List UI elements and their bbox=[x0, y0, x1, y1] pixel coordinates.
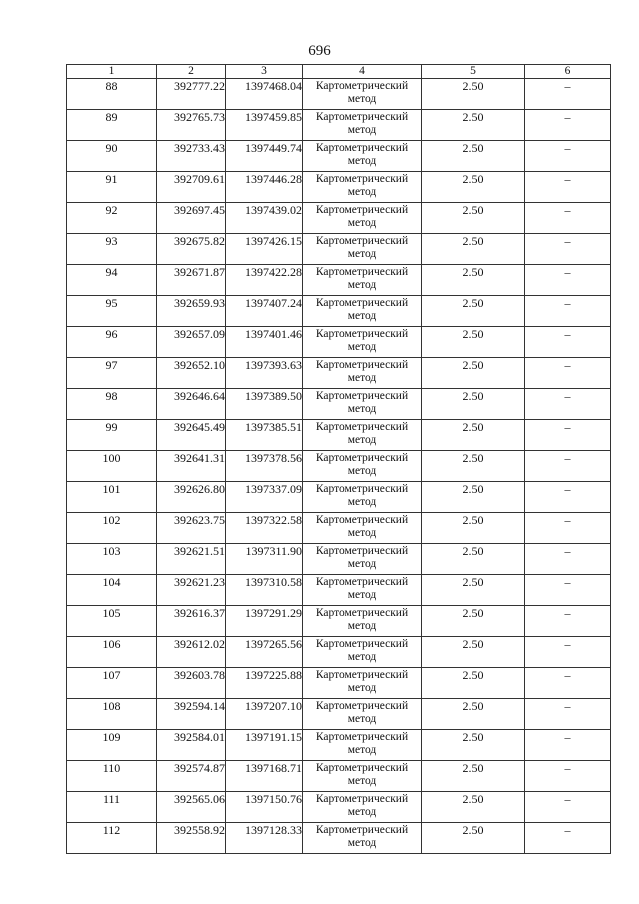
y-coordinate-cell: 1397378.56 bbox=[226, 451, 303, 482]
extra-cell: – bbox=[525, 234, 611, 265]
precision-cell: 2.50 bbox=[422, 761, 525, 792]
method-line-1: Картометрический bbox=[315, 793, 409, 805]
y-coordinate-cell: 1397337.09 bbox=[226, 482, 303, 513]
method-cell bbox=[303, 141, 422, 172]
header-row bbox=[67, 65, 611, 79]
method-line-2: метод bbox=[347, 155, 377, 167]
table-row bbox=[67, 637, 611, 668]
precision-cell: 2.50 bbox=[422, 451, 525, 482]
precision-cell: 2.50 bbox=[422, 296, 525, 327]
method-cell bbox=[303, 203, 422, 234]
method-cell bbox=[303, 451, 422, 482]
precision-cell: 2.50 bbox=[422, 699, 525, 730]
extra-cell: – bbox=[525, 761, 611, 792]
point-number-cell: 112 bbox=[67, 823, 157, 854]
extra-cell: – bbox=[525, 699, 611, 730]
method-line-2: метод bbox=[347, 372, 377, 384]
precision-cell: 2.50 bbox=[422, 79, 525, 110]
point-number-cell: 100 bbox=[67, 451, 157, 482]
extra-cell: – bbox=[525, 544, 611, 575]
method-line-2: метод bbox=[347, 527, 377, 539]
method-cell bbox=[303, 110, 422, 141]
y-coordinate-cell: 1397385.51 bbox=[226, 420, 303, 451]
y-coordinate-cell: 1397225.88 bbox=[226, 668, 303, 699]
method-line-1: Картометрический bbox=[315, 421, 409, 433]
method-cell bbox=[303, 761, 422, 792]
method-line-1: Картометрический bbox=[315, 762, 409, 774]
method-cell bbox=[303, 544, 422, 575]
method-line-1: Картометрический bbox=[315, 700, 409, 712]
method-cell bbox=[303, 327, 422, 358]
point-number-cell: 111 bbox=[67, 792, 157, 823]
method-line-2: метод bbox=[347, 217, 377, 229]
x-coordinate-cell: 392697.45 bbox=[157, 203, 226, 234]
method-cell bbox=[303, 234, 422, 265]
x-coordinate-cell: 392777.22 bbox=[157, 79, 226, 110]
extra-cell: – bbox=[525, 513, 611, 544]
x-coordinate-cell: 392657.09 bbox=[157, 327, 226, 358]
extra-cell: – bbox=[525, 79, 611, 110]
table-row bbox=[67, 265, 611, 296]
method-line-1: Картометрический bbox=[315, 359, 409, 371]
x-coordinate-cell: 392652.10 bbox=[157, 358, 226, 389]
method-cell bbox=[303, 172, 422, 203]
method-line-1: Картометрический bbox=[315, 390, 409, 402]
x-coordinate-cell: 392612.02 bbox=[157, 637, 226, 668]
table-row bbox=[67, 296, 611, 327]
table-row bbox=[67, 823, 611, 854]
method-line-1: Картометрический bbox=[315, 607, 409, 619]
method-line-2: метод bbox=[347, 341, 377, 353]
table-row bbox=[67, 141, 611, 172]
point-number-cell: 96 bbox=[67, 327, 157, 358]
method-line-2: метод bbox=[347, 496, 377, 508]
x-coordinate-cell: 392565.06 bbox=[157, 792, 226, 823]
table-row bbox=[67, 761, 611, 792]
method-cell bbox=[303, 730, 422, 761]
point-number-cell: 90 bbox=[67, 141, 157, 172]
method-line-2: метод bbox=[347, 837, 377, 849]
y-coordinate-cell: 1397310.58 bbox=[226, 575, 303, 606]
method-line-2: метод bbox=[347, 651, 377, 663]
y-coordinate-cell: 1397207.10 bbox=[226, 699, 303, 730]
y-coordinate-cell: 1397265.56 bbox=[226, 637, 303, 668]
method-cell bbox=[303, 358, 422, 389]
precision-cell: 2.50 bbox=[422, 172, 525, 203]
y-coordinate-cell: 1397468.04 bbox=[226, 79, 303, 110]
point-number-cell: 92 bbox=[67, 203, 157, 234]
extra-cell: – bbox=[525, 482, 611, 513]
x-coordinate-cell: 392626.80 bbox=[157, 482, 226, 513]
method-line-1: Картометрический bbox=[315, 80, 409, 92]
method-line-2: метод bbox=[347, 186, 377, 198]
y-coordinate-cell: 1397311.90 bbox=[226, 544, 303, 575]
precision-cell: 2.50 bbox=[422, 668, 525, 699]
extra-cell: – bbox=[525, 730, 611, 761]
point-number-cell: 109 bbox=[67, 730, 157, 761]
method-line-2: метод bbox=[347, 279, 377, 291]
point-number-cell: 93 bbox=[67, 234, 157, 265]
x-coordinate-cell: 392646.64 bbox=[157, 389, 226, 420]
x-coordinate-cell: 392574.87 bbox=[157, 761, 226, 792]
method-line-1: Картометрический bbox=[315, 638, 409, 650]
method-line-1: Картометрический bbox=[315, 297, 409, 309]
extra-cell: – bbox=[525, 265, 611, 296]
extra-cell: – bbox=[525, 141, 611, 172]
point-number-cell: 104 bbox=[67, 575, 157, 606]
point-number-cell: 108 bbox=[67, 699, 157, 730]
y-coordinate-cell: 1397393.63 bbox=[226, 358, 303, 389]
point-number-cell: 105 bbox=[67, 606, 157, 637]
table-row bbox=[67, 389, 611, 420]
method-line-1: Картометрический bbox=[315, 328, 409, 340]
method-cell bbox=[303, 265, 422, 296]
extra-cell: – bbox=[525, 606, 611, 637]
table-row bbox=[67, 606, 611, 637]
method-line-2: метод bbox=[347, 248, 377, 260]
y-coordinate-cell: 1397291.29 bbox=[226, 606, 303, 637]
extra-cell: – bbox=[525, 389, 611, 420]
point-number-cell: 107 bbox=[67, 668, 157, 699]
y-coordinate-cell: 1397150.76 bbox=[226, 792, 303, 823]
y-coordinate-cell: 1397389.50 bbox=[226, 389, 303, 420]
point-number-cell: 103 bbox=[67, 544, 157, 575]
x-coordinate-cell: 392733.43 bbox=[157, 141, 226, 172]
x-coordinate-cell: 392594.14 bbox=[157, 699, 226, 730]
table-row bbox=[67, 668, 611, 699]
point-number-cell: 101 bbox=[67, 482, 157, 513]
point-number-cell: 98 bbox=[67, 389, 157, 420]
method-line-1: Картометрический bbox=[315, 514, 409, 526]
precision-cell: 2.50 bbox=[422, 420, 525, 451]
precision-cell: 2.50 bbox=[422, 823, 525, 854]
method-line-1: Картометрический bbox=[315, 266, 409, 278]
y-coordinate-cell: 1397449.74 bbox=[226, 141, 303, 172]
extra-cell: – bbox=[525, 296, 611, 327]
method-line-2: метод bbox=[347, 434, 377, 446]
extra-cell: – bbox=[525, 575, 611, 606]
method-line-2: метод bbox=[347, 310, 377, 322]
y-coordinate-cell: 1397407.24 bbox=[226, 296, 303, 327]
table-row bbox=[67, 451, 611, 482]
x-coordinate-cell: 392603.78 bbox=[157, 668, 226, 699]
x-coordinate-cell: 392641.31 bbox=[157, 451, 226, 482]
point-number-cell: 102 bbox=[67, 513, 157, 544]
point-number-cell: 89 bbox=[67, 110, 157, 141]
table-row bbox=[67, 172, 611, 203]
x-coordinate-cell: 392645.49 bbox=[157, 420, 226, 451]
method-line-2: метод bbox=[347, 465, 377, 477]
method-line-1: Картометрический bbox=[315, 142, 409, 154]
extra-cell: – bbox=[525, 172, 611, 203]
table-row bbox=[67, 234, 611, 265]
method-line-2: метод bbox=[347, 589, 377, 601]
method-cell bbox=[303, 482, 422, 513]
precision-cell: 2.50 bbox=[422, 141, 525, 172]
method-line-1: Картометрический bbox=[315, 483, 409, 495]
precision-cell: 2.50 bbox=[422, 265, 525, 296]
table-row bbox=[67, 575, 611, 606]
coordinates-table bbox=[66, 64, 611, 854]
x-coordinate-cell: 392623.75 bbox=[157, 513, 226, 544]
extra-cell: – bbox=[525, 637, 611, 668]
method-line-2: метод bbox=[347, 775, 377, 787]
table-row bbox=[67, 730, 611, 761]
method-line-2: метод bbox=[347, 558, 377, 570]
precision-cell: 2.50 bbox=[422, 730, 525, 761]
precision-cell: 2.50 bbox=[422, 327, 525, 358]
x-coordinate-cell: 392584.01 bbox=[157, 730, 226, 761]
precision-cell: 2.50 bbox=[422, 637, 525, 668]
x-coordinate-cell: 392675.82 bbox=[157, 234, 226, 265]
y-coordinate-cell: 1397168.71 bbox=[226, 761, 303, 792]
method-line-1: Картометрический bbox=[315, 545, 409, 557]
method-line-2: метод bbox=[347, 682, 377, 694]
x-coordinate-cell: 392621.23 bbox=[157, 575, 226, 606]
method-line-1: Картометрический bbox=[315, 235, 409, 247]
y-coordinate-cell: 1397128.33 bbox=[226, 823, 303, 854]
x-coordinate-cell: 392709.61 bbox=[157, 172, 226, 203]
table-row bbox=[67, 792, 611, 823]
x-coordinate-cell: 392659.93 bbox=[157, 296, 226, 327]
method-line-1: Картометрический bbox=[315, 204, 409, 216]
extra-cell: – bbox=[525, 451, 611, 482]
method-cell bbox=[303, 513, 422, 544]
point-number-cell: 97 bbox=[67, 358, 157, 389]
y-coordinate-cell: 1397322.58 bbox=[226, 513, 303, 544]
method-cell bbox=[303, 792, 422, 823]
y-coordinate-cell: 1397426.15 bbox=[226, 234, 303, 265]
precision-cell: 2.50 bbox=[422, 110, 525, 141]
column-header: 6 bbox=[525, 65, 611, 79]
table-row bbox=[67, 513, 611, 544]
precision-cell: 2.50 bbox=[422, 358, 525, 389]
y-coordinate-cell: 1397446.28 bbox=[226, 172, 303, 203]
precision-cell: 2.50 bbox=[422, 203, 525, 234]
x-coordinate-cell: 392558.92 bbox=[157, 823, 226, 854]
x-coordinate-cell: 392616.37 bbox=[157, 606, 226, 637]
method-line-2: метод bbox=[347, 403, 377, 415]
method-cell bbox=[303, 79, 422, 110]
method-cell bbox=[303, 699, 422, 730]
method-line-1: Картометрический bbox=[315, 669, 409, 681]
extra-cell: – bbox=[525, 327, 611, 358]
point-number-cell: 91 bbox=[67, 172, 157, 203]
method-line-2: метод bbox=[347, 124, 377, 136]
method-cell bbox=[303, 420, 422, 451]
table-header bbox=[67, 65, 611, 79]
column-header: 4 bbox=[303, 65, 422, 79]
table-row bbox=[67, 110, 611, 141]
extra-cell: – bbox=[525, 792, 611, 823]
method-line-1: Картометрический bbox=[315, 111, 409, 123]
precision-cell: 2.50 bbox=[422, 389, 525, 420]
y-coordinate-cell: 1397459.85 bbox=[226, 110, 303, 141]
method-cell bbox=[303, 606, 422, 637]
precision-cell: 2.50 bbox=[422, 234, 525, 265]
point-number-cell: 106 bbox=[67, 637, 157, 668]
y-coordinate-cell: 1397422.28 bbox=[226, 265, 303, 296]
point-number-cell: 95 bbox=[67, 296, 157, 327]
column-header: 2 bbox=[157, 65, 226, 79]
method-cell bbox=[303, 823, 422, 854]
column-header: 5 bbox=[422, 65, 525, 79]
x-coordinate-cell: 392671.87 bbox=[157, 265, 226, 296]
table-row bbox=[67, 327, 611, 358]
table-body bbox=[67, 79, 611, 854]
method-cell bbox=[303, 637, 422, 668]
precision-cell: 2.50 bbox=[422, 606, 525, 637]
extra-cell: – bbox=[525, 823, 611, 854]
table-row bbox=[67, 79, 611, 110]
extra-cell: – bbox=[525, 110, 611, 141]
point-number-cell: 88 bbox=[67, 79, 157, 110]
method-cell bbox=[303, 296, 422, 327]
method-line-2: метод bbox=[347, 713, 377, 725]
x-coordinate-cell: 392765.73 bbox=[157, 110, 226, 141]
precision-cell: 2.50 bbox=[422, 482, 525, 513]
method-line-1: Картометрический bbox=[315, 731, 409, 743]
precision-cell: 2.50 bbox=[422, 792, 525, 823]
point-number-cell: 99 bbox=[67, 420, 157, 451]
table-row bbox=[67, 203, 611, 234]
method-line-1: Картометрический bbox=[315, 824, 409, 836]
table-row bbox=[67, 420, 611, 451]
method-cell bbox=[303, 389, 422, 420]
method-line-2: метод bbox=[347, 620, 377, 632]
method-line-2: метод bbox=[347, 93, 377, 105]
table-row bbox=[67, 482, 611, 513]
method-line-2: метод bbox=[347, 806, 377, 818]
method-line-2: метод bbox=[347, 744, 377, 756]
page-number: 696 bbox=[308, 43, 331, 59]
extra-cell: – bbox=[525, 358, 611, 389]
method-line-1: Картометрический bbox=[315, 452, 409, 464]
x-coordinate-cell: 392621.51 bbox=[157, 544, 226, 575]
method-cell bbox=[303, 575, 422, 606]
y-coordinate-cell: 1397191.15 bbox=[226, 730, 303, 761]
table-row bbox=[67, 699, 611, 730]
extra-cell: – bbox=[525, 203, 611, 234]
extra-cell: – bbox=[525, 668, 611, 699]
precision-cell: 2.50 bbox=[422, 513, 525, 544]
point-number-cell: 94 bbox=[67, 265, 157, 296]
precision-cell: 2.50 bbox=[422, 544, 525, 575]
column-header: 3 bbox=[226, 65, 303, 79]
y-coordinate-cell: 1397439.02 bbox=[226, 203, 303, 234]
method-cell bbox=[303, 668, 422, 699]
method-line-1: Картометрический bbox=[315, 576, 409, 588]
method-line-1: Картометрический bbox=[315, 173, 409, 185]
extra-cell: – bbox=[525, 420, 611, 451]
y-coordinate-cell: 1397401.46 bbox=[226, 327, 303, 358]
table-row bbox=[67, 358, 611, 389]
column-header: 1 bbox=[67, 65, 157, 79]
table-row bbox=[67, 544, 611, 575]
precision-cell: 2.50 bbox=[422, 575, 525, 606]
point-number-cell: 110 bbox=[67, 761, 157, 792]
